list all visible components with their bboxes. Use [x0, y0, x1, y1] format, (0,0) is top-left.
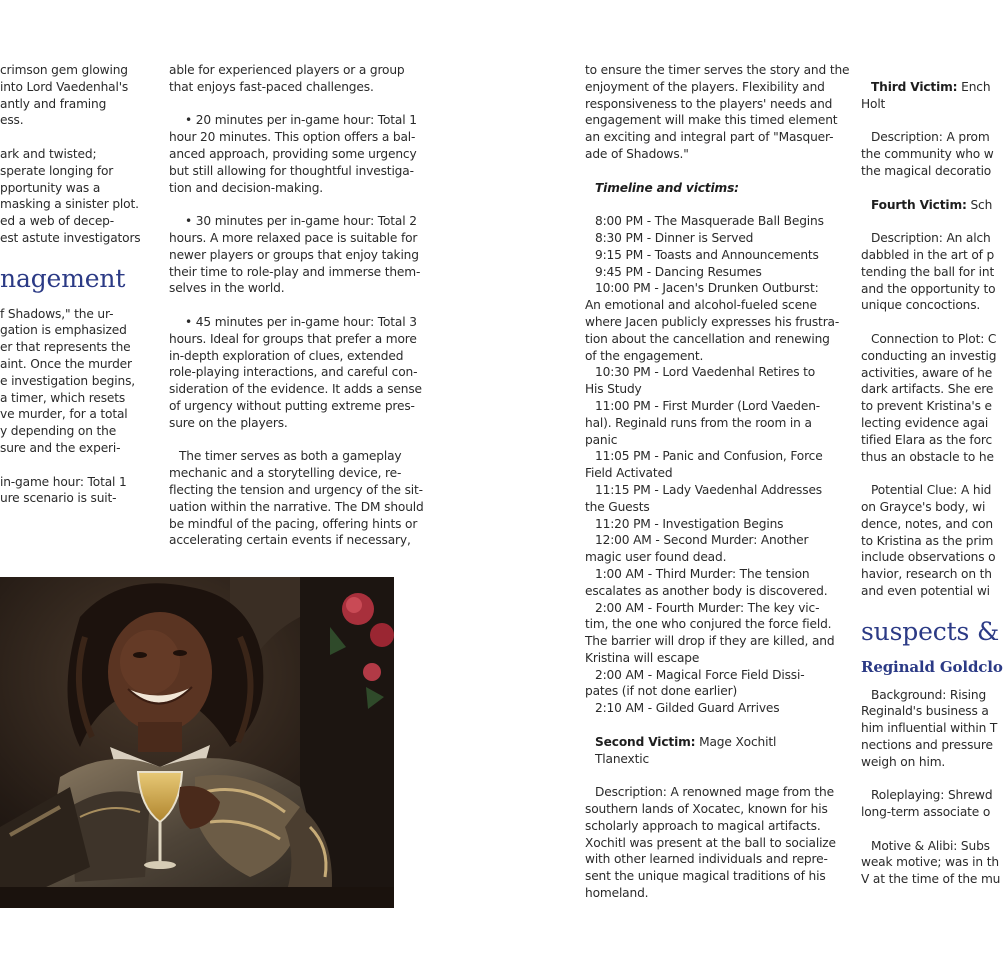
timeline-heading: Timeline and victims: — [595, 180, 739, 195]
paragraph-gem: crimson gem glowing into Lord Vaedenhal's antly and framing ess. — [0, 63, 129, 128]
paragraph-plot: ark and twisted; sperate longing for pportunity was a masking a sinister plot. ed a web of decep- est astute investigators — [0, 146, 141, 245]
connection-to-plot: Connection to Plot: C conducting an investig activities, aware of he dark artifacts. She ere to prevent Kristina's e lecting evidence agai tified Elara as the forc thus an obstacle to he — [861, 331, 997, 464]
column-left-partial — [0, 62, 141, 524]
column-timeline — [585, 62, 850, 902]
suspect-roleplaying: Roleplaying: Shrewd long-term associate o — [861, 788, 993, 820]
paragraph-fast-paced: able for experienced players or a group that enjoys fast-paced challenges. — [169, 63, 405, 94]
third-victim: Third Victim: Ench Holt — [861, 80, 991, 111]
suspect-name-heading: Reginald Goldclo — [861, 657, 1003, 676]
section-heading-suspects: suspects & — [861, 616, 1000, 646]
column-victims-suspects — [861, 79, 1003, 888]
second-victim-description: Description: A renowned mage from the southern lands of Xocatec, known for his scholarly approach to magical artifacts. Xochitl was present at the ball to socialize with other learned individuals and repre- sent the unique magical traditions of his homeland. — [585, 785, 836, 901]
paragraph-option-one: in-game hour: Total 1 ure scenario is suit- — [0, 474, 127, 506]
bullet-30-minutes: • 30 minutes per in-game hour: Total 2 hours. A more relaxed pace is suitable for newer players or groups that enjoy taking their time to role-play and immerse them- selves in the world. — [169, 214, 421, 296]
second-victim: Second Victim: Mage Xochitl Tlanextic — [595, 734, 777, 766]
bullet-20-minutes: • 20 minutes per in-game hour: Total 1 hour 20 minutes. This option offers a bal- anced approach, providing some urgency but still allowing for thoughtful investiga- tion and decision-making. — [169, 113, 417, 195]
paragraph-timer: f Shadows," the ur- gation is emphasized er that represents the aint. Once the murder e investigation begins, a timer, which resets ve murder, for a total y depending on the sure and the experi- — [0, 306, 135, 455]
section-heading-management: nagement — [0, 263, 126, 293]
bullet-45-minutes: • 45 minutes per in-game hour: Total 3 hours. Ideal for groups that prefer a more in-depth exploration of clues, extended role-playing interactions, and careful con- sideration of the evidence. It adds a sense of urgency without putting extreme pres- sure on the players. — [169, 314, 422, 430]
fourth-victim: Fourth Victim: Sch — [871, 197, 993, 212]
potential-clue: Potential Clue: A hid on Grayce's body, wi dence, notes, and con to Kristina as the prim include observations o havior, research on th and even potential wi — [861, 483, 996, 598]
timeline-list: 8:00 PM - The Masquerade Ball Begins 8:30 PM - Dinner is Served 9:15 PM - Toasts and Announcements 9:45 PM - Dancing Resumes 10:00 PM - Jacen's Drunken Outburst: An emotional and alcohol-fueled scene where Jacen publicly expresses his frustra- tion about the cancellation and renewing of the engagement. 10:30 PM - Lord Vaedenhal Retires to His Study 11:00 PM - First Murder (Lord Vaeden- hal). Reginald runs from the room in a panic 11:05 PM - Panic and Confusion, Force Field Activated 11:15 PM - Lady Vaedenhal Addresses the Guests 11:20 PM - Investigation Begins 12:00 AM - Second Murder: Another magic user found dead. 1:00 AM - Third Murder: The tension escalates as another body is discovered. 2:00 AM - Fourth Murder: The key vic- tim, the one who conjured the force field. The barrier will drop if they are killed, and Kristina will escape 2:00 AM - Magical Force Field Dissi- pates (if not done earlier) 2:10 AM - Gilded Guard Arrives — [585, 214, 840, 716]
paragraph-timer-mechanic: The timer serves as both a gameplay mechanic and a storytelling device, re- flecting the tension and urgency of the sit- uation within the narrative. The DM should be mindful of the pacing, offering hints or accelerating certain events if necessary, — [169, 449, 424, 548]
column-timer-options — [169, 62, 424, 549]
left-page — [0, 0, 490, 980]
character-illustration — [0, 577, 394, 908]
fourth-victim-description: Description: An alch dabbled in the art of p tending the ball for int and the opportunity to unique concoctions. — [861, 231, 996, 313]
suspect-background: Background: Rising Reginald's business a him influential within T nections and pressure weigh on him. — [861, 687, 998, 769]
suspect-motive-alibi: Motive & Alibi: Subs weak motive; was in th V at the time of the mu — [861, 838, 1001, 887]
third-victim-description: Description: A prom the community who w the magical decoratio — [861, 130, 994, 178]
paragraph-timer-conclusion: to ensure the timer serves the story and the enjoyment of the players. Flexibility and responsiveness to the players' needs and engagement will make this timed element an exciting and integral part of "Masquer- ade of Shadows." — [585, 63, 850, 161]
